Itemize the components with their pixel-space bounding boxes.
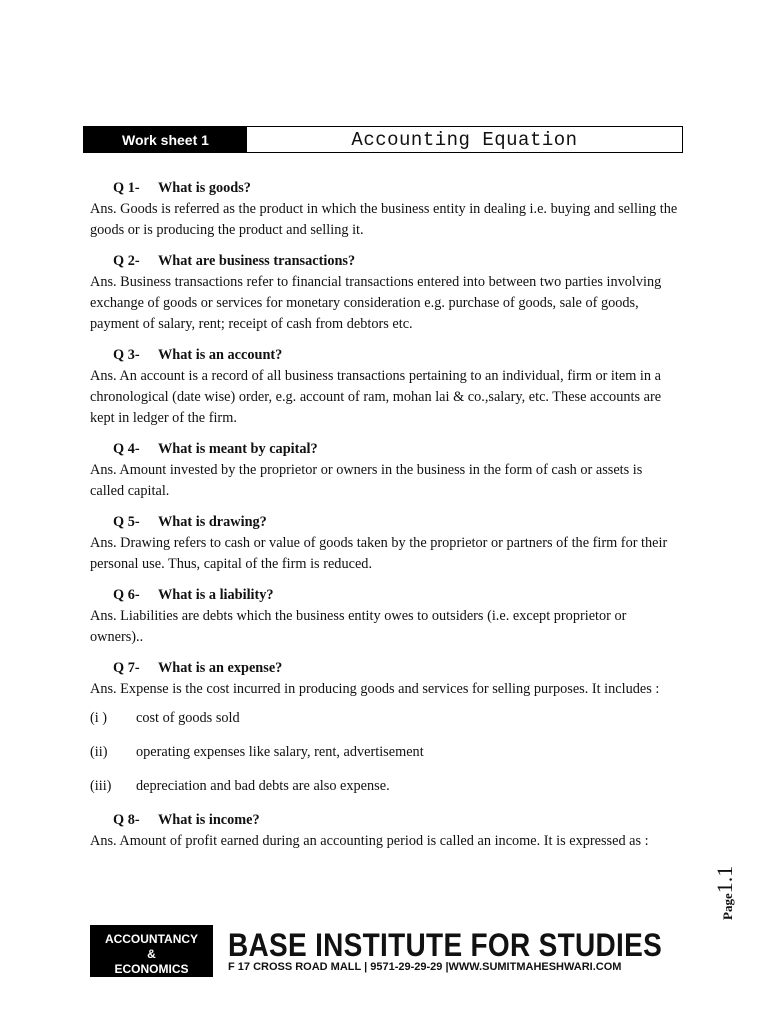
footer [90, 925, 670, 977]
question-text: What are business transactions? [158, 253, 356, 269]
worksheet-header [83, 126, 683, 153]
question-text: What is drawing? [158, 514, 267, 530]
question [90, 439, 680, 460]
question-number: Q 5- [113, 514, 140, 530]
answer-text: Ans. Amount of profit earned during an accounting period is called an income. It is expressed as : [90, 833, 649, 849]
page-number-value: 1.1 [712, 865, 737, 894]
question-number: Q 3- [113, 347, 140, 363]
badge-line: ECONOMICS [114, 962, 189, 976]
worksheet-label: Work sheet 1 [84, 127, 247, 152]
list-item [90, 742, 680, 763]
qa-item [90, 585, 680, 648]
worksheet-title: Accounting Equation [351, 128, 578, 151]
question [90, 345, 680, 366]
qa-item [90, 658, 680, 797]
badge-line: & [147, 947, 156, 961]
question [90, 658, 680, 679]
expense-list [90, 708, 680, 797]
question-text: What is goods? [158, 180, 251, 196]
list-text: operating expenses like salary, rent, advertisement [136, 744, 424, 760]
question-text: What is an expense? [158, 660, 283, 676]
question-text: What is meant by capital? [158, 441, 318, 457]
question-text: What is an account? [158, 347, 283, 363]
qa-item [90, 439, 680, 502]
page-word: Page [720, 893, 735, 920]
list-text: cost of goods sold [136, 710, 240, 726]
question-number: Q 4- [113, 441, 140, 457]
question-number: Q 8- [113, 812, 140, 828]
answer-text: Ans. Liabilities are debts which the business entity owes to outsiders (i.e. except proprietor or owners).. [90, 608, 627, 645]
list-item [90, 708, 680, 729]
qa-content [90, 178, 680, 862]
institute-address: F 17 CROSS ROAD MALL | 9571-29-29-29 |WWW.SUMITMAHESHWARI.COM [228, 961, 622, 973]
question [90, 585, 680, 606]
subject-badge [90, 925, 213, 977]
answer-text: Ans. Expense is the cost incurred in producing goods and services for selling purposes. It includes : [90, 681, 660, 697]
answer-text: Ans. Amount invested by the proprietor or owners in the business in the form of cash or assets is called capital. [90, 462, 643, 499]
qa-item [90, 251, 680, 335]
question [90, 251, 680, 272]
qa-item [90, 810, 680, 852]
question [90, 178, 680, 199]
badge-line: ACCOUNTANCY [104, 932, 199, 946]
list-item [90, 776, 680, 797]
answer-text: Ans. An account is a record of all business transactions pertaining to an individual, firm or item in a chronological (date wise) order, e.g. account of ram, mohan lai & co.,salary, etc. These accounts are kept in ledger of the firm. [90, 368, 662, 426]
list-numeral: (ii) [90, 744, 108, 760]
list-text: depreciation and bad debts are also expense. [136, 778, 390, 794]
list-numeral: (i ) [90, 710, 108, 726]
answer-text: Ans. Drawing refers to cash or value of goods taken by the proprietor or partners of the firm for their personal use. Thus, capital of the firm is reduced. [90, 535, 668, 572]
qa-item [90, 345, 680, 429]
question-text: What is a liability? [158, 587, 274, 603]
question-number: Q 6- [113, 587, 140, 603]
answer-text: Ans. Goods is referred as the product in which the business entity in dealing i.e. buying and selling the goods or is producing the product and selling it. [90, 201, 678, 238]
institute-name: BASE INSTITUTE FOR STUDIES [228, 927, 663, 963]
question-text: What is income? [158, 812, 260, 828]
qa-item [90, 178, 680, 241]
qa-item [90, 512, 680, 575]
question [90, 512, 680, 533]
answer-text: Ans. Business transactions refer to financial transactions entered into between two parties involving exchange of goods or services for monetary consideration e.g. purchase of goods, sale of goods, payment of salary, rent; receipt of cash from debtors etc. [90, 274, 662, 332]
question [90, 810, 680, 831]
list-numeral: (iii) [90, 778, 112, 794]
question-number: Q 7- [113, 660, 140, 676]
page-number [712, 866, 738, 920]
question-number: Q 1- [113, 180, 140, 196]
question-number: Q 2- [113, 253, 140, 269]
